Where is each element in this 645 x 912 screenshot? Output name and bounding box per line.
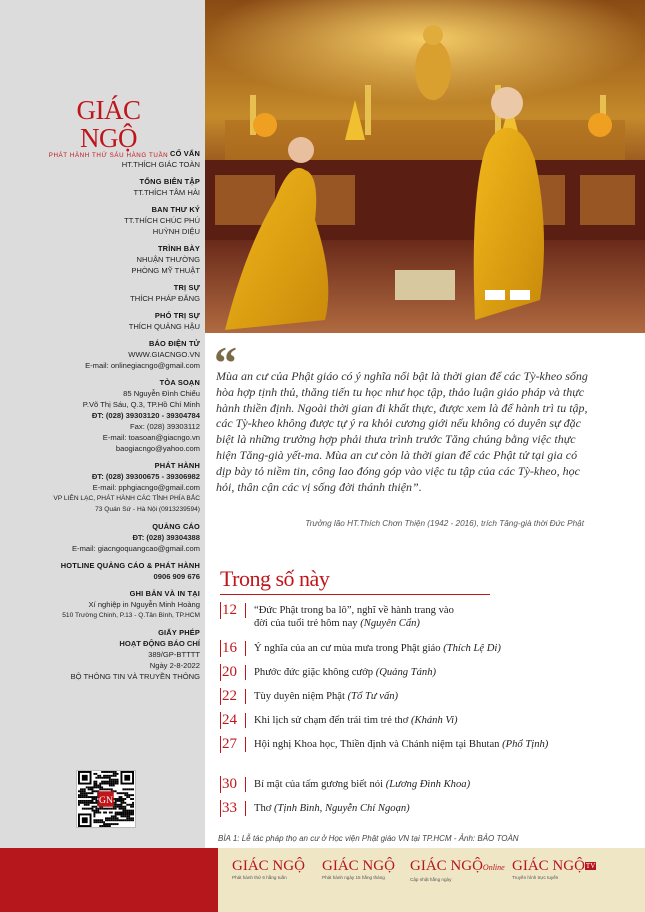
qr-code-icon: [77, 771, 135, 827]
masthead-heading: BAN THƯ KÝ: [151, 205, 200, 214]
masthead-line: THÍCH PHÁP ĐĂNG: [130, 294, 200, 303]
toc-author: (Thích Lệ Di): [443, 643, 501, 654]
footer-brand-name: [322, 858, 395, 874]
toc-author: (Tổ Tư vấn): [347, 691, 399, 702]
masthead-heading: PHÓ TRỊ SỰ: [154, 311, 200, 320]
logo-tagline: PHÁT HÀNH THỨ SÁU HÀNG TUẦN: [48, 152, 169, 159]
monks-ceremony-image: [205, 0, 645, 333]
masthead-line: 0906 909 676: [153, 572, 200, 581]
masthead-line: THÍCH QUẢNG HẬU: [128, 322, 200, 331]
masthead-line: Xí nghiệp in Nguyễn Minh Hoàng: [88, 600, 200, 609]
editorial-quote: Mùa an cư của Phật giáo có ý nghĩa nổi bật là thời gian để các Tỳ-kheo sống hòa hợp tịnh thủ, thăng tiến tu học như học tập, thảo luận giáo pháp và thực hành thiền định. Ngoài thời gian đi khất thực, được xem là để hành trì tu tập, các Tỳ-kheo không được tự ý ra khỏi cương giới nếu không có duyên sự đặc biệt là những trường hợp phải thưa trình trước Tăng chúng bằng việc thực hiện Tăng-già yết-ma. Mùa an cư còn là thời gian để các Phật tử tại gia có dịp bày tỏ niềm tin, công lao đóng góp vào việc tu tập của các Tỳ-kheo, học hỏi, thân cận các vị sống đời thánh thiện”.: [216, 369, 588, 494]
contents-title: Trong số này: [220, 566, 330, 591]
toc-item[interactable]: [220, 602, 630, 630]
toc-item[interactable]: [220, 776, 630, 793]
masthead-block: [4, 338, 200, 371]
masthead-block: [4, 282, 200, 304]
toc-item[interactable]: [220, 736, 630, 753]
masthead-line: ĐT: (028) 39304388: [132, 533, 200, 542]
toc-item[interactable]: [220, 664, 630, 681]
brand-name-text: GIÁC NGỘ: [410, 858, 483, 874]
masthead-line: ĐT: (028) 39300675 - 39306982: [91, 472, 200, 481]
toc-page-number: 27: [220, 736, 246, 753]
toc-entry: [254, 736, 548, 751]
masthead-block: [4, 176, 200, 198]
qr-code[interactable]: [76, 770, 136, 828]
footer-brand-subtitle: Phát hành thứ 6 hằng tuần: [232, 875, 287, 880]
toc-item[interactable]: [220, 712, 630, 729]
toc-title: Bí mật của tấm gương biết nói: [254, 779, 384, 790]
footer-brand-name: [512, 858, 596, 874]
masthead-block: [4, 521, 200, 554]
toc-page-number: 12: [220, 602, 246, 619]
toc-title: Phước đức giặc không cướp: [254, 667, 374, 678]
toc-title: Ý nghĩa của an cư mùa mưa trong Phật giáo: [254, 643, 441, 654]
masthead-heading: GHI BẢN VÀ IN TẠI: [129, 589, 200, 598]
masthead-line: baogiacngo@yahoo.com: [115, 444, 200, 453]
brand-name-text: GIÁC NGỘ: [232, 858, 305, 874]
toc-author: (Quảng Tánh): [375, 667, 437, 678]
masthead-heading: TỔNG BIÊN TẬP: [139, 177, 200, 186]
masthead-line: Ngày 2-8-2022: [149, 661, 200, 670]
toc-page-number: 16: [220, 640, 246, 657]
masthead-line: TT.THÍCH TÂM HẢI: [133, 188, 200, 197]
footer-brand-subtitle: Cập nhật hằng ngày: [410, 877, 452, 882]
masthead-line: PHÒNG MỸ THUẬT: [131, 266, 200, 275]
masthead-line: Fax: (028) 39303112: [130, 422, 200, 431]
footer-brand-name: [232, 858, 305, 874]
toc-page-number: 22: [220, 688, 246, 705]
masthead-line: HUỲNH DIỆU: [152, 227, 200, 236]
toc-page-number: 24: [220, 712, 246, 729]
masthead-line: ĐT: (028) 39303120 - 39304784: [91, 411, 200, 420]
cover-caption: BÌA 1: Lễ tác pháp thọ an cư ở Học viện Phật giáo VN tại TP.HCM - Ảnh: BẢO TOÀN: [218, 834, 519, 843]
toc-title: Hội nghị Khoa học, Thiền định và Chánh niệm tại Bhutan: [254, 739, 500, 750]
masthead-sidebar: [0, 0, 205, 848]
toc-page-number: 30: [220, 776, 246, 793]
brand-name-text: GIÁC NGỘ: [322, 858, 395, 874]
toc-author: (Lương Đình Khoa): [385, 779, 471, 790]
masthead-line: E-mail: pphgiacngo@gmail.com: [92, 483, 200, 492]
masthead-line: NHUẬN THƯỜNG: [136, 255, 200, 264]
toc-author: (Khánh Vi): [410, 715, 458, 726]
footer-brand[interactable]: [232, 858, 305, 880]
masthead-heading: QUẢNG CÁO: [152, 522, 200, 531]
masthead-line: VP LIÊN LẠC, PHÁT HÀNH CÁC TỈNH PHÍA BẮC: [53, 495, 200, 502]
masthead-line: 510 Trường Chinh, P.13 - Q.Tân Bình, TP.HCM: [62, 612, 200, 619]
toc-entry: [254, 640, 501, 655]
masthead-block: [4, 310, 200, 332]
masthead-block: [4, 148, 200, 170]
toc-title: “Đức Phật trong ba lô”, nghĩ về hành trang vào đời của tuổi trẻ hôm nay: [254, 605, 454, 629]
masthead-line: HOẠT ĐỘNG BÁO CHÍ: [119, 639, 200, 648]
masthead-line: 85 Nguyễn Đình Chiểu: [123, 389, 200, 398]
masthead-block: [4, 204, 200, 237]
masthead-heading: TRỊ SỰ: [173, 283, 200, 292]
masthead-block: [4, 588, 200, 621]
toc-item[interactable]: [220, 640, 630, 657]
toc-title: Tùy duyên niệm Phật: [254, 691, 345, 702]
toc-entry: [254, 712, 458, 727]
quote-source: Trưởng lão HT.Thích Chơn Thiện (1942 - 2016), trích Tăng-già thời Đức Phật: [305, 519, 584, 528]
masthead-heading: GIẤY PHÉP: [158, 628, 200, 637]
toc-item[interactable]: [220, 688, 630, 705]
toc-author: (Nguyên Cẩn): [360, 618, 420, 629]
masthead-line: BỘ THÔNG TIN VÀ TRUYỀN THÔNG: [70, 672, 200, 681]
qr-logo-text: GN: [99, 794, 113, 806]
masthead-heading: BÁO ĐIỆN TỬ: [148, 339, 200, 348]
toc-page-number: 20: [220, 664, 246, 681]
brand-suffix: Online: [482, 863, 505, 872]
toc-entry: [254, 688, 398, 703]
brand-suffix: TV: [585, 862, 596, 870]
footer-brand-subtitle: Truyền hình trực tuyến: [512, 875, 559, 880]
masthead-block: [4, 460, 200, 515]
masthead-heading: PHÁT HÀNH: [154, 461, 200, 470]
footer-brand-bar: [0, 848, 645, 912]
quote-mark: “: [214, 337, 237, 388]
masthead-line: E-mail: giacngoquangcao@gmail.com: [71, 544, 200, 553]
toc-item[interactable]: [220, 800, 630, 817]
footer-brand[interactable]: [512, 858, 596, 880]
masthead-block: [4, 377, 200, 454]
contents-divider: [220, 594, 490, 595]
logo-name: GIÁC NGỘ: [76, 95, 141, 153]
masthead-block: [4, 560, 200, 582]
masthead-block: [4, 243, 200, 276]
masthead-heading: HOTLINE QUẢNG CÁO & PHÁT HÀNH: [60, 561, 200, 570]
masthead-heading: CỐ VẤN: [170, 149, 200, 158]
masthead-block: [4, 627, 200, 682]
footer-brand[interactable]: [410, 858, 505, 882]
masthead-line: E-mail: toasoan@giacngo.vn: [102, 433, 200, 442]
footer-brand-name: [410, 858, 505, 876]
toc-entry: [254, 664, 436, 679]
toc-entry: [254, 800, 410, 815]
brand-name-text: GIÁC NGỘ: [512, 858, 585, 874]
masthead-heading: TÒA SOẠN: [159, 378, 200, 387]
masthead-line: E-mail: onlinegiacngo@gmail.com: [85, 361, 200, 370]
masthead-line: 389/GP-BTTTT: [148, 650, 200, 659]
toc-author: (Tịnh Bình, Nguyễn Chí Ngoạn): [274, 803, 410, 814]
masthead-line: 73 Quán Sứ - Hà Nội (0913239594): [95, 506, 200, 513]
toc-page-number: 33: [220, 800, 246, 817]
masthead-line: P.Võ Thị Sáu, Q.3, TP.Hồ Chí Minh: [82, 400, 200, 409]
masthead-line: TT.THÍCH CHÚC PHÚ: [124, 216, 200, 225]
masthead-heading: TRÌNH BÀY: [157, 244, 200, 253]
toc-title: Khi lịch sử chạm đến trái tim trẻ thơ: [254, 715, 409, 726]
cover-photo: [205, 0, 645, 333]
toc-title: Thơ: [254, 803, 272, 814]
footer-brand[interactable]: [322, 858, 395, 880]
footer-red-panel: [0, 848, 218, 912]
masthead-credits: [4, 148, 200, 688]
toc-author: (Phổ Tịnh): [502, 739, 549, 750]
toc-entry: [254, 602, 464, 630]
toc-entry: [254, 776, 470, 791]
masthead-line: WWW.GIACNGO.VN: [128, 350, 200, 359]
masthead-line: HT.THÍCH GIÁC TOÀN: [121, 160, 200, 169]
footer-brand-subtitle: Phát hành ngày 15 hằng tháng: [322, 875, 385, 880]
